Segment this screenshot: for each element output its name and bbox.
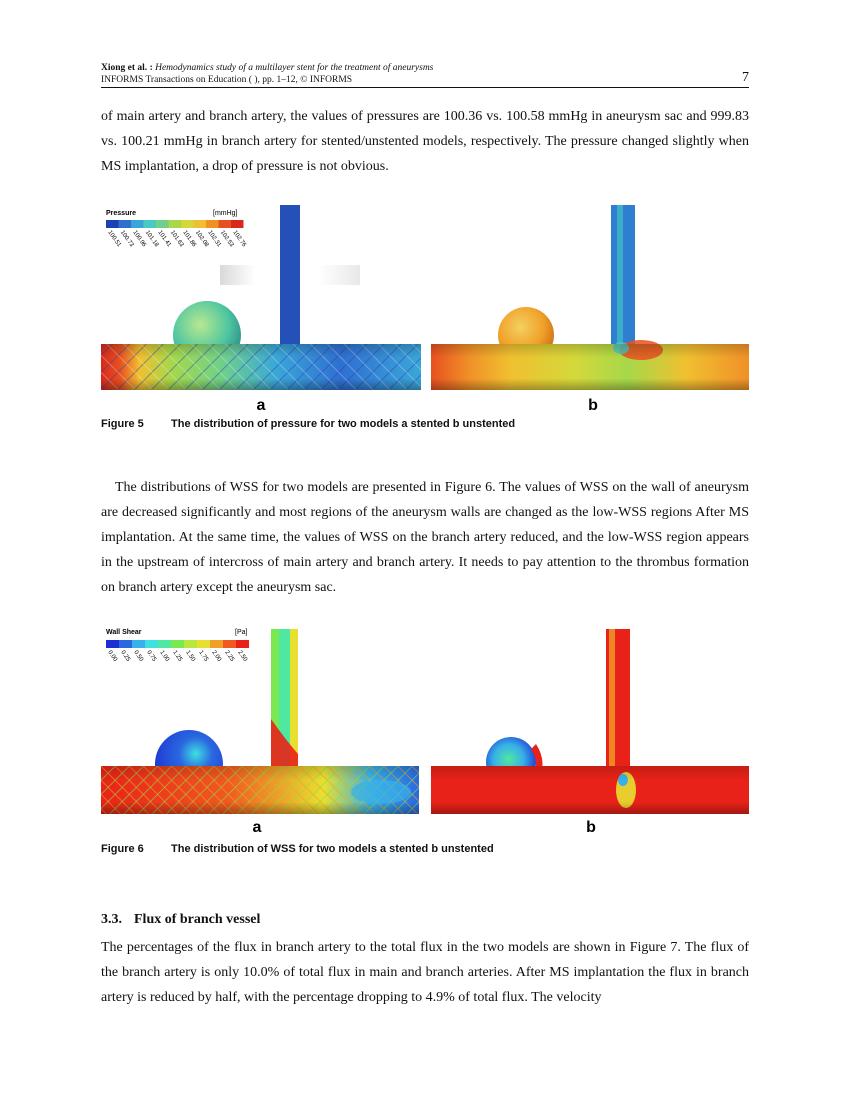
figure-5-caption bbox=[101, 418, 515, 430]
pressure-legend-tick-label: 101.18 bbox=[143, 229, 160, 249]
section-heading bbox=[101, 912, 260, 928]
pressure-legend-tick-label: 102.31 bbox=[206, 229, 222, 249]
pressure-legend-swatch bbox=[169, 220, 182, 228]
pressure-legend-tick-label: 100.73 bbox=[118, 229, 135, 249]
pressure-legend-tick-label: 101.86 bbox=[181, 229, 197, 249]
figure-5-pressure bbox=[101, 202, 749, 410]
figure-6-number: Figure 6 bbox=[101, 843, 144, 855]
figure-6-caption bbox=[101, 843, 494, 855]
wss-legend-tick-label: 2.00 bbox=[210, 649, 222, 663]
paragraph-wss: The distributions of WSS for two models are presented in Figure 6. The values of WSS on the wall of aneurysm are decreased significantly and most regions of the aneurysm walls are changed as the low-WSS regions After MS implantation. At the same time, the values of WSS on the branch artery reduced, and the low-WSS region appears in the upstream of intercross of main artery and branch artery. It needs to pay attention to the thrombus formation on branch artery except the aneurysm sac. bbox=[101, 480, 749, 595]
wss-legend-swatches bbox=[106, 640, 249, 648]
wss-legend-swatch bbox=[223, 640, 236, 648]
header-issue: ( ), pp. 1–12, © bbox=[248, 75, 308, 85]
wss-legend-unit: [Pa] bbox=[235, 629, 248, 636]
pressure-legend-swatch bbox=[219, 220, 232, 228]
wss-legend-swatch bbox=[119, 640, 132, 648]
pressure-legend bbox=[106, 210, 247, 249]
pressure-panel-unstented bbox=[431, 205, 749, 410]
wss-legend-swatch bbox=[236, 640, 249, 648]
paragraph-flux: The percentages of the flux in branch artery to the total flux in the two models are shown in Figure 7. The flux of the branch artery is only 10.0% of total flux in main and branch arteries. After MS implantation the flux in branch artery is reduced by half, with the percentage dropping to 4.9% of total flux. The velocity bbox=[101, 940, 749, 1005]
pressure-legend-tick-label: 102.08 bbox=[193, 229, 210, 249]
header-sep: : bbox=[149, 63, 153, 73]
pressure-legend-swatch bbox=[231, 220, 244, 228]
pressure-legend-swatch bbox=[194, 220, 207, 228]
running-header bbox=[101, 62, 749, 86]
figure-6-caption-text: The distribution of WSS for two models a stented b unstented bbox=[171, 843, 494, 855]
pressure-legend-swatch bbox=[181, 220, 194, 228]
wss-legend-swatch bbox=[132, 640, 145, 648]
wss-legend-swatch bbox=[171, 640, 184, 648]
page-number: 7 bbox=[742, 70, 749, 85]
pressure-legend-tick-label: 102.76 bbox=[231, 229, 247, 249]
pressure-legend-tick-label: 101.63 bbox=[168, 229, 185, 249]
header-journal: INFORMS Transactions on Education bbox=[101, 75, 247, 85]
pressure-legend-swatch bbox=[106, 220, 119, 228]
wss-legend-tick-label: 2.25 bbox=[223, 649, 235, 663]
pressure-legend-unit: [mmHg] bbox=[213, 210, 238, 217]
wss-legend-ticks bbox=[106, 650, 248, 664]
wss-legend-tick-label: 1.75 bbox=[197, 649, 209, 663]
section-number: 3.3. bbox=[101, 912, 122, 927]
pressure-legend-swatch bbox=[144, 220, 157, 228]
pressure-legend-tick-label: 101.41 bbox=[156, 229, 172, 249]
panel-label-b: b bbox=[588, 397, 598, 410]
paragraph-pressure: of main artery and branch artery, the values of pressures are 100.36 vs. 100.58 mmHg in aneurysm sac and 999.83 vs. 100.21 mmHg in branch artery for stented/unstented models, respectively. The pressure changed slightly when MS implantation, a drop of pressure is not obvious. bbox=[101, 109, 749, 174]
wss-panel-stented bbox=[101, 629, 419, 834]
figure-6-wss bbox=[101, 624, 749, 834]
wss-legend-tick-label: 1.50 bbox=[184, 649, 196, 663]
wss-legend-swatch bbox=[106, 640, 119, 648]
section-title: Flux of branch vessel bbox=[134, 912, 261, 927]
header-journal-line bbox=[101, 74, 749, 86]
pressure-legend-tick-label: 102.53 bbox=[218, 229, 235, 249]
pressure-legend-ticks bbox=[106, 230, 247, 249]
header-publisher: INFORMS bbox=[309, 75, 353, 85]
wss-legend-swatch bbox=[197, 640, 210, 648]
pressure-legend-swatch bbox=[119, 220, 132, 228]
wss-legend bbox=[106, 629, 249, 663]
figure-5-caption-text: The distribution of pressure for two models a stented b unstented bbox=[171, 418, 516, 430]
wss-legend-swatch bbox=[184, 640, 197, 648]
pressure-legend-title: Pressure bbox=[106, 210, 136, 217]
pressure-legend-swatch bbox=[131, 220, 144, 228]
pressure-legend-tick-label: 100.51 bbox=[106, 229, 122, 249]
header-rule bbox=[101, 87, 749, 88]
pressure-legend-tick-label: 100.96 bbox=[131, 229, 147, 249]
header-authors: Xiong et al. bbox=[101, 63, 148, 73]
pressure-legend-swatch bbox=[156, 220, 169, 228]
wss-legend-title: Wall Shear bbox=[106, 629, 142, 636]
wss-panel-unstented bbox=[431, 629, 749, 834]
wss-legend-swatch bbox=[145, 640, 158, 648]
pressure-legend-swatches bbox=[106, 220, 244, 228]
wss-legend-tick-label: 0.75 bbox=[145, 649, 157, 663]
wss-legend-tick-label: 1.00 bbox=[158, 649, 170, 663]
figure-5-number: Figure 5 bbox=[101, 418, 144, 430]
wss-legend-tick-label: 2.50 bbox=[236, 649, 248, 663]
wss-legend-tick-label: 1.25 bbox=[171, 649, 183, 663]
header-title: Hemodynamics study of a multilayer stent for the treatment of aneurysms bbox=[155, 63, 434, 73]
panel-label-a: a bbox=[256, 397, 266, 410]
header-citation bbox=[101, 62, 749, 74]
wss-legend-swatch bbox=[210, 640, 223, 648]
wss-legend-swatch bbox=[158, 640, 171, 648]
wss-legend-tick-label: 0.50 bbox=[132, 649, 144, 663]
wss-legend-tick-label: 0.25 bbox=[119, 649, 131, 663]
wss-legend-tick-label: 0.00 bbox=[106, 649, 118, 663]
pressure-legend-swatch bbox=[206, 220, 219, 228]
panel-label-b-wss: b bbox=[586, 819, 596, 834]
panel-label-a-wss: a bbox=[252, 819, 262, 834]
